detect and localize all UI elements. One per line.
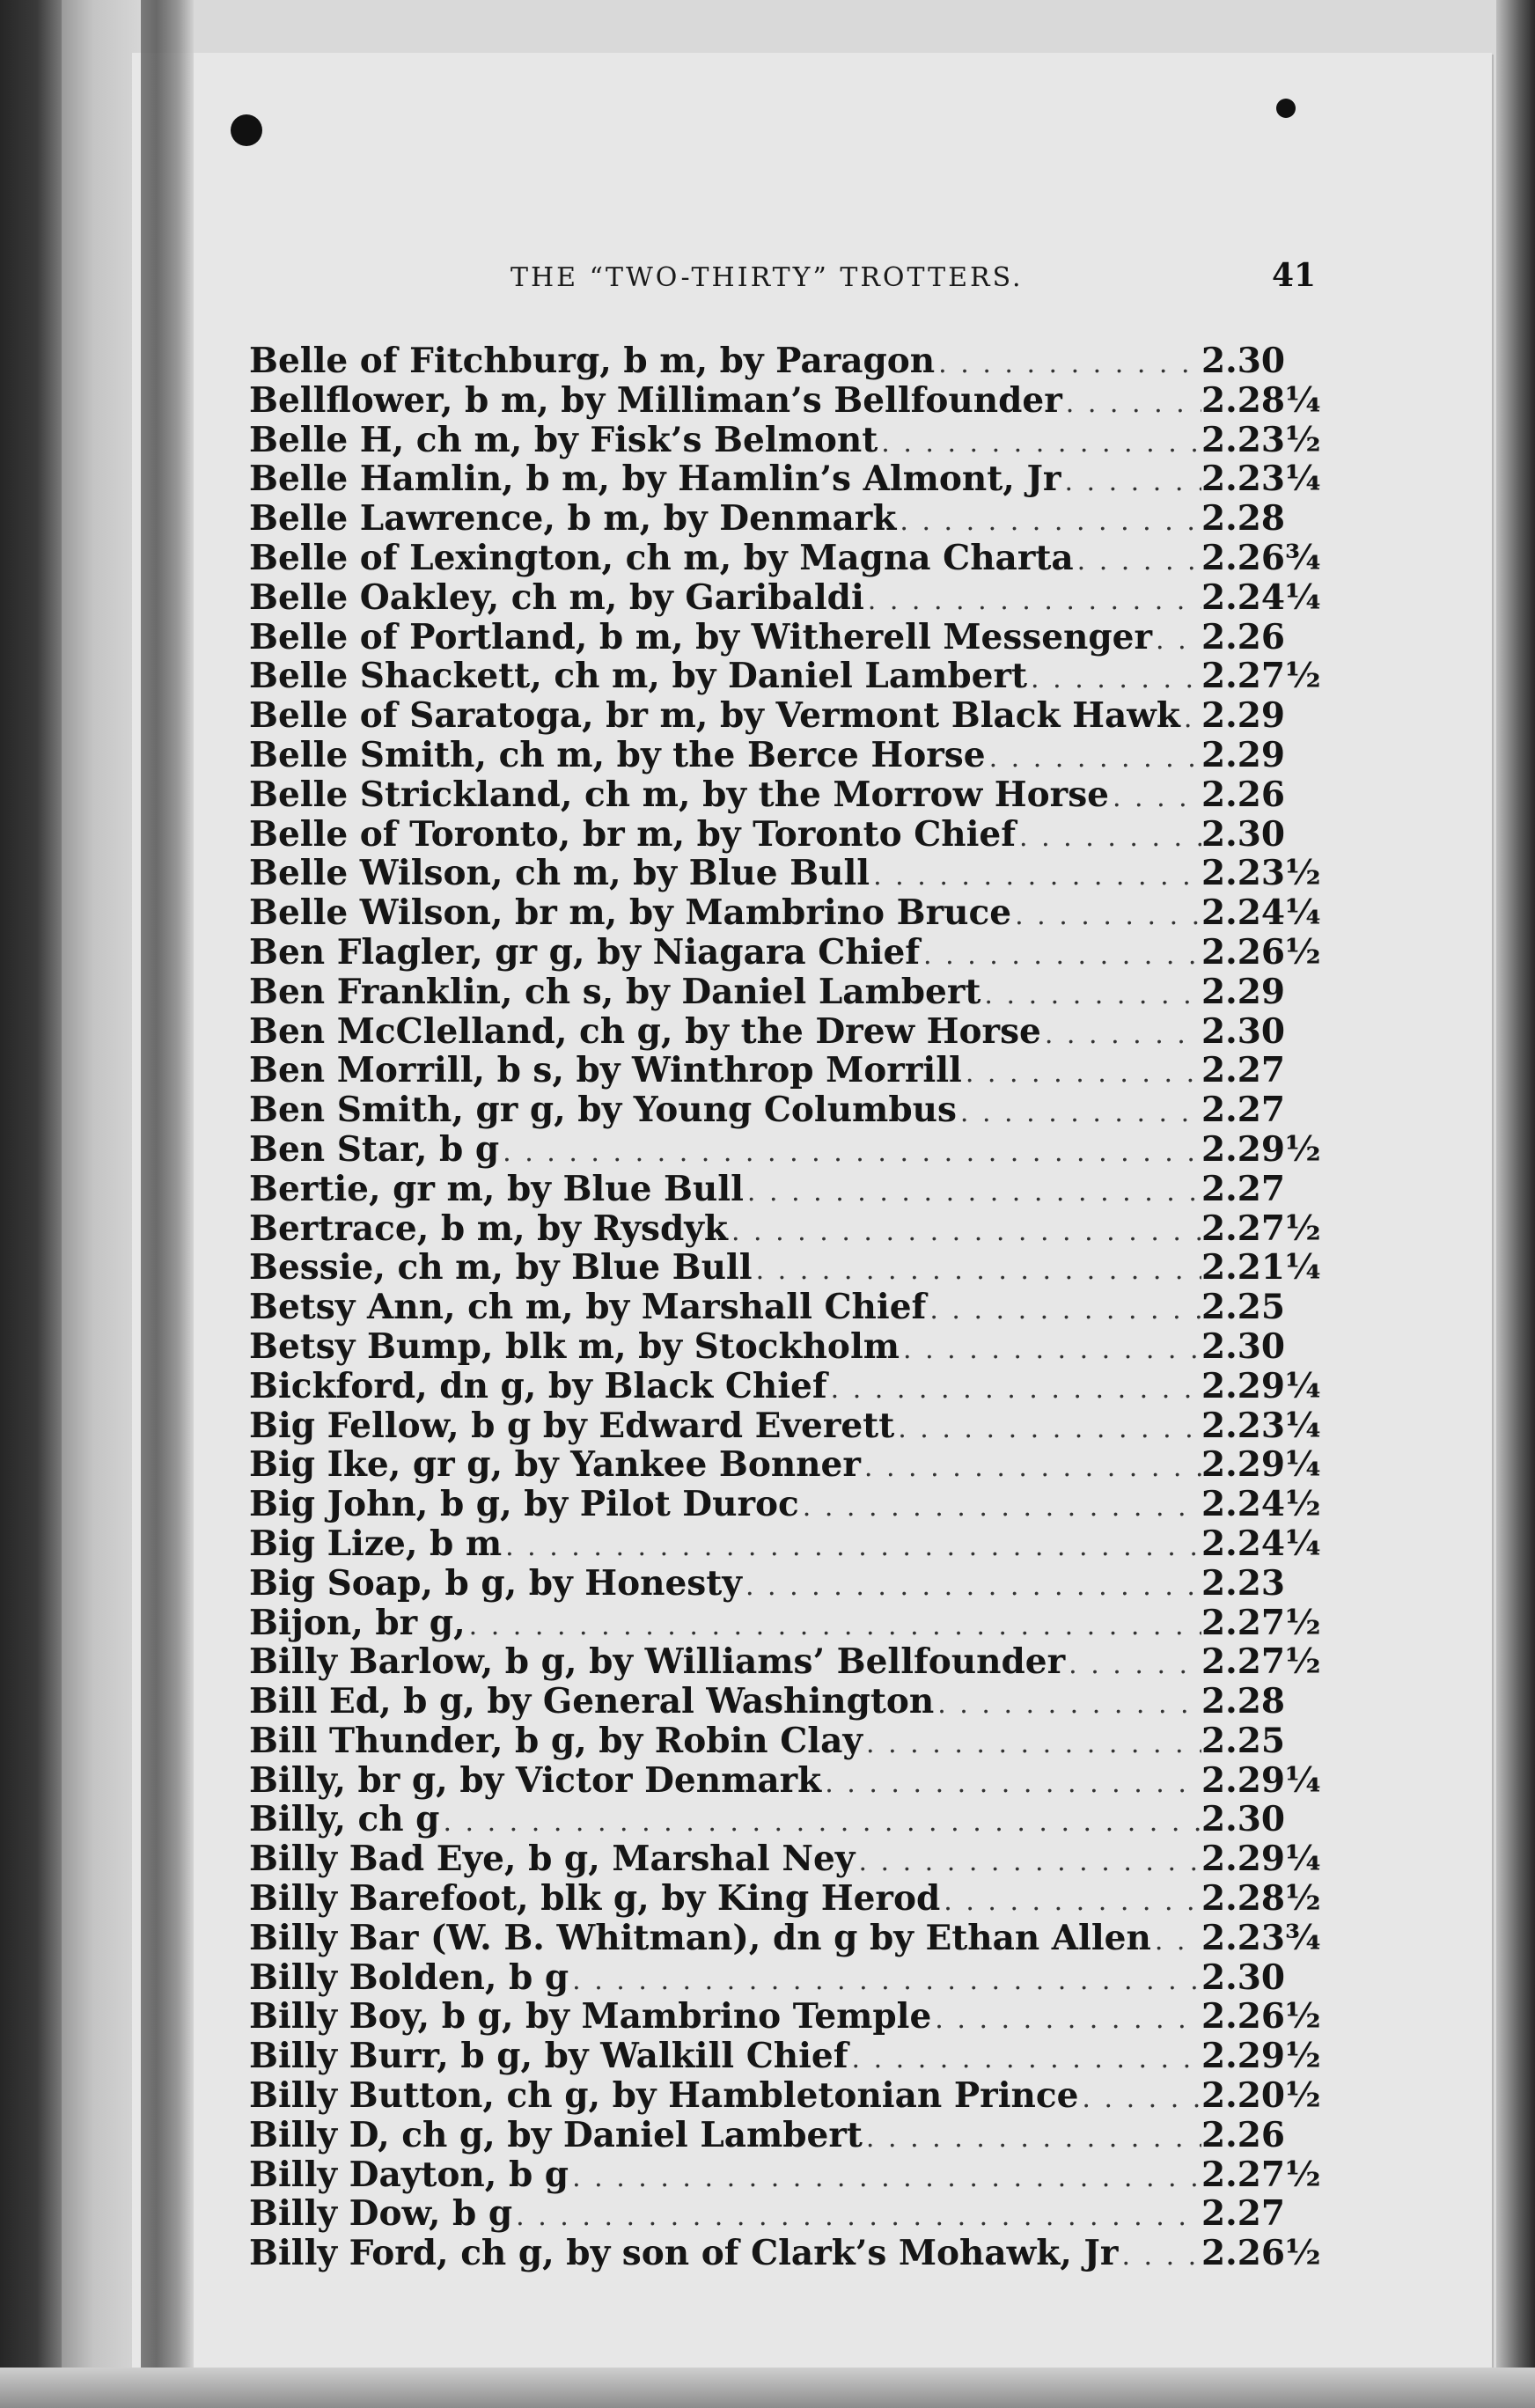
dot-leader [1061, 463, 1201, 503]
list-item [249, 853, 1321, 894]
record-time: 2.27½ [1201, 2154, 1321, 2195]
record-time: 2.28½ [1201, 1878, 1321, 1920]
dot-leader [900, 1331, 1201, 1370]
list-item [249, 1523, 1321, 1564]
page-number: 41 [1272, 257, 1317, 294]
list-item [249, 1208, 1321, 1249]
dot-leader [848, 2040, 1201, 2080]
record-time: 2.27 [1201, 1050, 1285, 1091]
record-time: 2.29½ [1201, 2036, 1321, 2077]
list-item [249, 1564, 1289, 1604]
horse-description: Belle of Saratoga, br m, by Vermont Black Hawk [249, 695, 1180, 737]
dot-leader [926, 1291, 1201, 1331]
dot-leader [934, 1685, 1201, 1725]
record-time: 2.26 [1201, 616, 1285, 657]
dot-leader [1041, 1016, 1201, 1055]
horse-description: Bill Ed, b g, by General Washington [249, 1681, 935, 1722]
list-item [249, 618, 1289, 657]
list-item [249, 1327, 1289, 1367]
horse-description: Big Ike, gr g, by Yankee Bonner [249, 1444, 861, 1486]
horse-description: Bellflower, b m, by Milliman’s Bellfounder [249, 379, 1062, 421]
record-time: 2.25 [1201, 1287, 1285, 1328]
record-time: 2.26 [1201, 774, 1285, 815]
record-time: 2.21¼ [1201, 1247, 1321, 1288]
dot-leader [744, 1173, 1201, 1213]
horse-description: Betsy Ann, ch m, by Marshall Chief [249, 1287, 927, 1328]
list-item [249, 2194, 1289, 2234]
list-item [249, 1090, 1289, 1130]
list-item [249, 815, 1289, 855]
list-item [249, 1128, 1321, 1170]
record-time: 2.29½ [1201, 1128, 1321, 1170]
binding-edge [0, 0, 62, 2408]
record-time: 2.28 [1201, 1681, 1285, 1722]
horse-description: Billy, br g, by Victor Denmark [249, 1759, 822, 1801]
record-time: 2.23 [1201, 1562, 1285, 1604]
horse-description: Belle Smith, ch m, by the Berce Horse [249, 734, 986, 775]
record-time: 2.23½ [1201, 853, 1321, 894]
horse-description: Billy Boy, b g, by Mambrino Temple [249, 1996, 932, 2037]
running-head: THE “TWO-THIRTY” TROTTERS. [510, 262, 1024, 293]
list-item [249, 459, 1321, 500]
list-item [249, 656, 1321, 697]
record-time: 2.24¼ [1201, 892, 1321, 934]
record-time: 2.29 [1201, 971, 1285, 1012]
dot-leader [1011, 897, 1201, 936]
record-time: 2.26¾ [1201, 537, 1321, 578]
horse-description: Belle of Toronto, br m, by Toronto Chief [249, 813, 1017, 855]
horse-description: Bill Thunder, b g, by Robin Clay [249, 1720, 863, 1761]
dot-leader [864, 582, 1201, 621]
horse-description: Billy Bolden, b g [249, 1956, 569, 1998]
dot-leader [894, 1410, 1201, 1450]
record-time: 2.30 [1201, 1325, 1285, 1367]
dot-leader [1074, 542, 1201, 582]
list-item [249, 1405, 1321, 1446]
dot-leader [569, 2159, 1201, 2199]
record-time: 2.23½ [1201, 419, 1321, 460]
record-time: 2.24¼ [1201, 1523, 1321, 1564]
dot-leader [821, 1765, 1201, 1804]
record-time: 2.28 [1201, 498, 1285, 540]
dot-leader [466, 1607, 1201, 1647]
horse-description: Belle Wilson, ch m, by Blue Bull [249, 853, 870, 894]
record-time: 2.26½ [1201, 931, 1321, 973]
list-item [249, 892, 1321, 934]
record-time: 2.23¼ [1201, 459, 1321, 500]
record-time: 2.27 [1201, 1168, 1285, 1209]
list-item [249, 1641, 1321, 1683]
record-time: 2.26 [1201, 2114, 1285, 2155]
horse-description: Ben Morrill, b s, by Winthrop Morrill [249, 1050, 962, 1091]
record-time: 2.23¼ [1201, 1405, 1321, 1446]
book-cover-board [62, 0, 141, 2408]
list-item [249, 2154, 1321, 2195]
horse-description: Ben Flagler, gr g, by Niagara Chief [249, 931, 921, 973]
dot-leader [920, 936, 1201, 976]
horse-description: Ben Smith, gr g, by Young Columbus [249, 1090, 957, 1131]
list-item [249, 1170, 1289, 1209]
list-item [249, 1288, 1289, 1327]
record-time: 2.26½ [1201, 2233, 1321, 2274]
horse-description: Belle of Lexington, ch m, by Magna Charta [249, 537, 1074, 578]
horse-description: Ben Star, b g [249, 1128, 500, 1170]
record-time: 2.29¼ [1201, 1759, 1321, 1801]
list-item [249, 1484, 1321, 1525]
record-time: 2.27 [1201, 1090, 1285, 1131]
dot-leader [962, 1054, 1201, 1094]
horse-description: Bertie, gr m, by Blue Bull [249, 1168, 744, 1209]
list-item [249, 2116, 1289, 2155]
horse-description: Billy Barefoot, blk g, by King Herod [249, 1878, 941, 1920]
record-time: 2.27½ [1201, 656, 1321, 697]
punch-hole-right [1276, 99, 1296, 118]
record-time: 2.27½ [1201, 1602, 1321, 1643]
dot-leader [512, 2198, 1201, 2237]
horse-description: Billy Burr, b g, by Walkill Chief [249, 2036, 848, 2077]
record-time: 2.27½ [1201, 1208, 1321, 1249]
dot-leader [863, 1725, 1201, 1765]
horse-description: Billy, ch g [249, 1799, 440, 1840]
record-time: 2.29¼ [1201, 1839, 1321, 1880]
list-item [249, 973, 1289, 1012]
horse-description: Billy Dayton, b g [249, 2154, 569, 2195]
horse-description: Bickford, dn g, by Black Chief [249, 1365, 827, 1406]
horse-description: Billy Bad Eye, b g, Marshal Ney [249, 1839, 856, 1880]
record-time: 2.23¾ [1201, 1917, 1321, 1958]
list-item [249, 1958, 1289, 1998]
record-time: 2.29¼ [1201, 1444, 1321, 1486]
list-item [249, 537, 1321, 578]
list-item [249, 1839, 1321, 1880]
punch-hole-left [231, 114, 262, 146]
dot-leader [940, 1883, 1201, 1922]
bottom-page-edge [0, 2368, 1535, 2408]
horse-description: Billy Bar (W. B. Whitman), dn g by Ethan Allen [249, 1917, 1151, 1958]
list-item [249, 379, 1321, 421]
list-item [249, 1759, 1321, 1801]
horse-description: Big Soap, b g, by Honesty [249, 1562, 742, 1604]
horse-description: Belle Strickland, ch m, by the Morrow Horse [249, 774, 1109, 815]
horse-description: Billy Barlow, b g, by Williams’ Bellfounder [249, 1641, 1066, 1683]
dot-leader [439, 1803, 1201, 1843]
dot-leader [1078, 2080, 1201, 2119]
dot-leader [502, 1528, 1201, 1567]
horse-description: Big Fellow, b g by Edward Everett [249, 1405, 895, 1446]
dot-leader [569, 1962, 1201, 2001]
horse-description: Billy Ford, ch g, by son of Clark’s Mohawk, Jr [249, 2233, 1119, 2274]
horse-description: Belle Lawrence, b m, by Denmark [249, 498, 897, 540]
record-time: 2.27½ [1201, 1641, 1321, 1683]
dot-leader [1109, 779, 1201, 819]
dot-leader [1180, 700, 1201, 739]
list-item [249, 576, 1321, 618]
record-time: 2.28¼ [1201, 379, 1321, 421]
dot-leader [1152, 621, 1201, 661]
dot-leader [957, 1094, 1201, 1134]
dot-leader [980, 976, 1201, 1016]
list-item [249, 1247, 1321, 1288]
horse-description: Billy Dow, b g [249, 2193, 513, 2235]
dot-leader [870, 857, 1201, 897]
right-page-edge [1496, 0, 1535, 2408]
list-item [249, 1602, 1321, 1643]
horse-description: Belle Hamlin, b m, by Hamlin’s Almont, Jr [249, 459, 1061, 500]
list-item [249, 1878, 1321, 1920]
dot-leader [827, 1370, 1201, 1410]
list-item [249, 1800, 1289, 1839]
horse-description: Billy D, ch g, by Daniel Lambert [249, 2114, 863, 2155]
list-item [249, 1012, 1289, 1052]
list-item [249, 1365, 1321, 1406]
list-item [249, 2075, 1321, 2117]
dot-leader [935, 345, 1201, 385]
dot-leader [742, 1567, 1201, 1607]
spine-shadow [141, 0, 194, 2408]
horse-description: Big John, b g, by Pilot Duroc [249, 1484, 799, 1525]
record-time: 2.26½ [1201, 1996, 1321, 2037]
dot-leader [896, 503, 1201, 542]
list-item [249, 1917, 1321, 1958]
list-item [249, 1682, 1289, 1722]
dot-leader [1016, 819, 1201, 858]
list-item [249, 1051, 1289, 1090]
horse-description: Big Lize, b m [249, 1523, 503, 1564]
list-item [249, 1996, 1321, 2037]
dot-leader [728, 1213, 1201, 1252]
list-item [249, 341, 1289, 381]
horse-description: Belle Shackett, ch m, by Daniel Lambert [249, 656, 1028, 697]
list-item [249, 2233, 1321, 2274]
horse-description: Belle of Portland, b m, by Witherell Messenger [249, 616, 1153, 657]
dot-leader [753, 1252, 1201, 1291]
record-time: 2.29 [1201, 734, 1285, 775]
horse-description: Bessie, ch m, by Blue Bull [249, 1247, 753, 1288]
record-time: 2.24½ [1201, 1484, 1321, 1525]
record-time: 2.30 [1201, 1799, 1285, 1840]
record-time: 2.24¼ [1201, 576, 1321, 618]
horse-description: Ben Franklin, ch s, by Daniel Lambert [249, 971, 981, 1012]
record-time: 2.30 [1201, 1956, 1285, 1998]
dot-leader [1062, 385, 1201, 424]
dot-leader [986, 739, 1201, 779]
record-time: 2.25 [1201, 1720, 1285, 1761]
list-item [249, 696, 1289, 736]
horse-description: Belle of Fitchburg, b m, by Paragon [249, 341, 936, 381]
record-time: 2.27 [1201, 2193, 1285, 2235]
list-item [249, 1444, 1321, 1486]
dot-leader [1027, 660, 1201, 700]
horse-description: Belle H, ch m, by Fisk’s Belmont [249, 419, 878, 460]
horse-description: Belle Wilson, br m, by Mambrino Bruce [249, 892, 1012, 934]
dot-leader [1151, 1922, 1201, 1962]
dot-leader [1065, 1646, 1201, 1685]
dot-leader [861, 1449, 1201, 1488]
record-time: 2.29¼ [1201, 1365, 1321, 1406]
dot-leader [878, 424, 1201, 464]
dot-leader [799, 1488, 1201, 1528]
list-item [249, 499, 1289, 539]
horse-description: Betsy Bump, blk m, by Stockholm [249, 1325, 900, 1367]
record-time: 2.30 [1201, 341, 1285, 381]
list-item [249, 931, 1321, 973]
horse-description: Ben McClelland, ch g, by the Drew Horse [249, 1010, 1041, 1052]
record-time: 2.30 [1201, 1010, 1285, 1052]
dot-leader [931, 2001, 1201, 2040]
horse-description: Belle Oakley, ch m, by Garibaldi [249, 576, 864, 618]
list-item [249, 419, 1321, 460]
list-item [249, 1722, 1289, 1761]
horse-description: Bijon, br g, [249, 1602, 466, 1643]
record-time: 2.20½ [1201, 2075, 1321, 2117]
record-time: 2.30 [1201, 813, 1285, 855]
dot-leader [499, 1134, 1201, 1173]
list-item [249, 2036, 1321, 2077]
record-time: 2.29 [1201, 695, 1285, 737]
horse-description: Billy Button, ch g, by Hambletonian Prince [249, 2075, 1079, 2117]
list-item [249, 736, 1289, 775]
dot-leader [1118, 2237, 1201, 2277]
trotter-list [249, 341, 1321, 2274]
horse-description: Bertrace, b m, by Rysdyk [249, 1208, 728, 1249]
dot-leader [863, 2119, 1201, 2159]
list-item [249, 775, 1289, 815]
dot-leader [855, 1843, 1201, 1883]
